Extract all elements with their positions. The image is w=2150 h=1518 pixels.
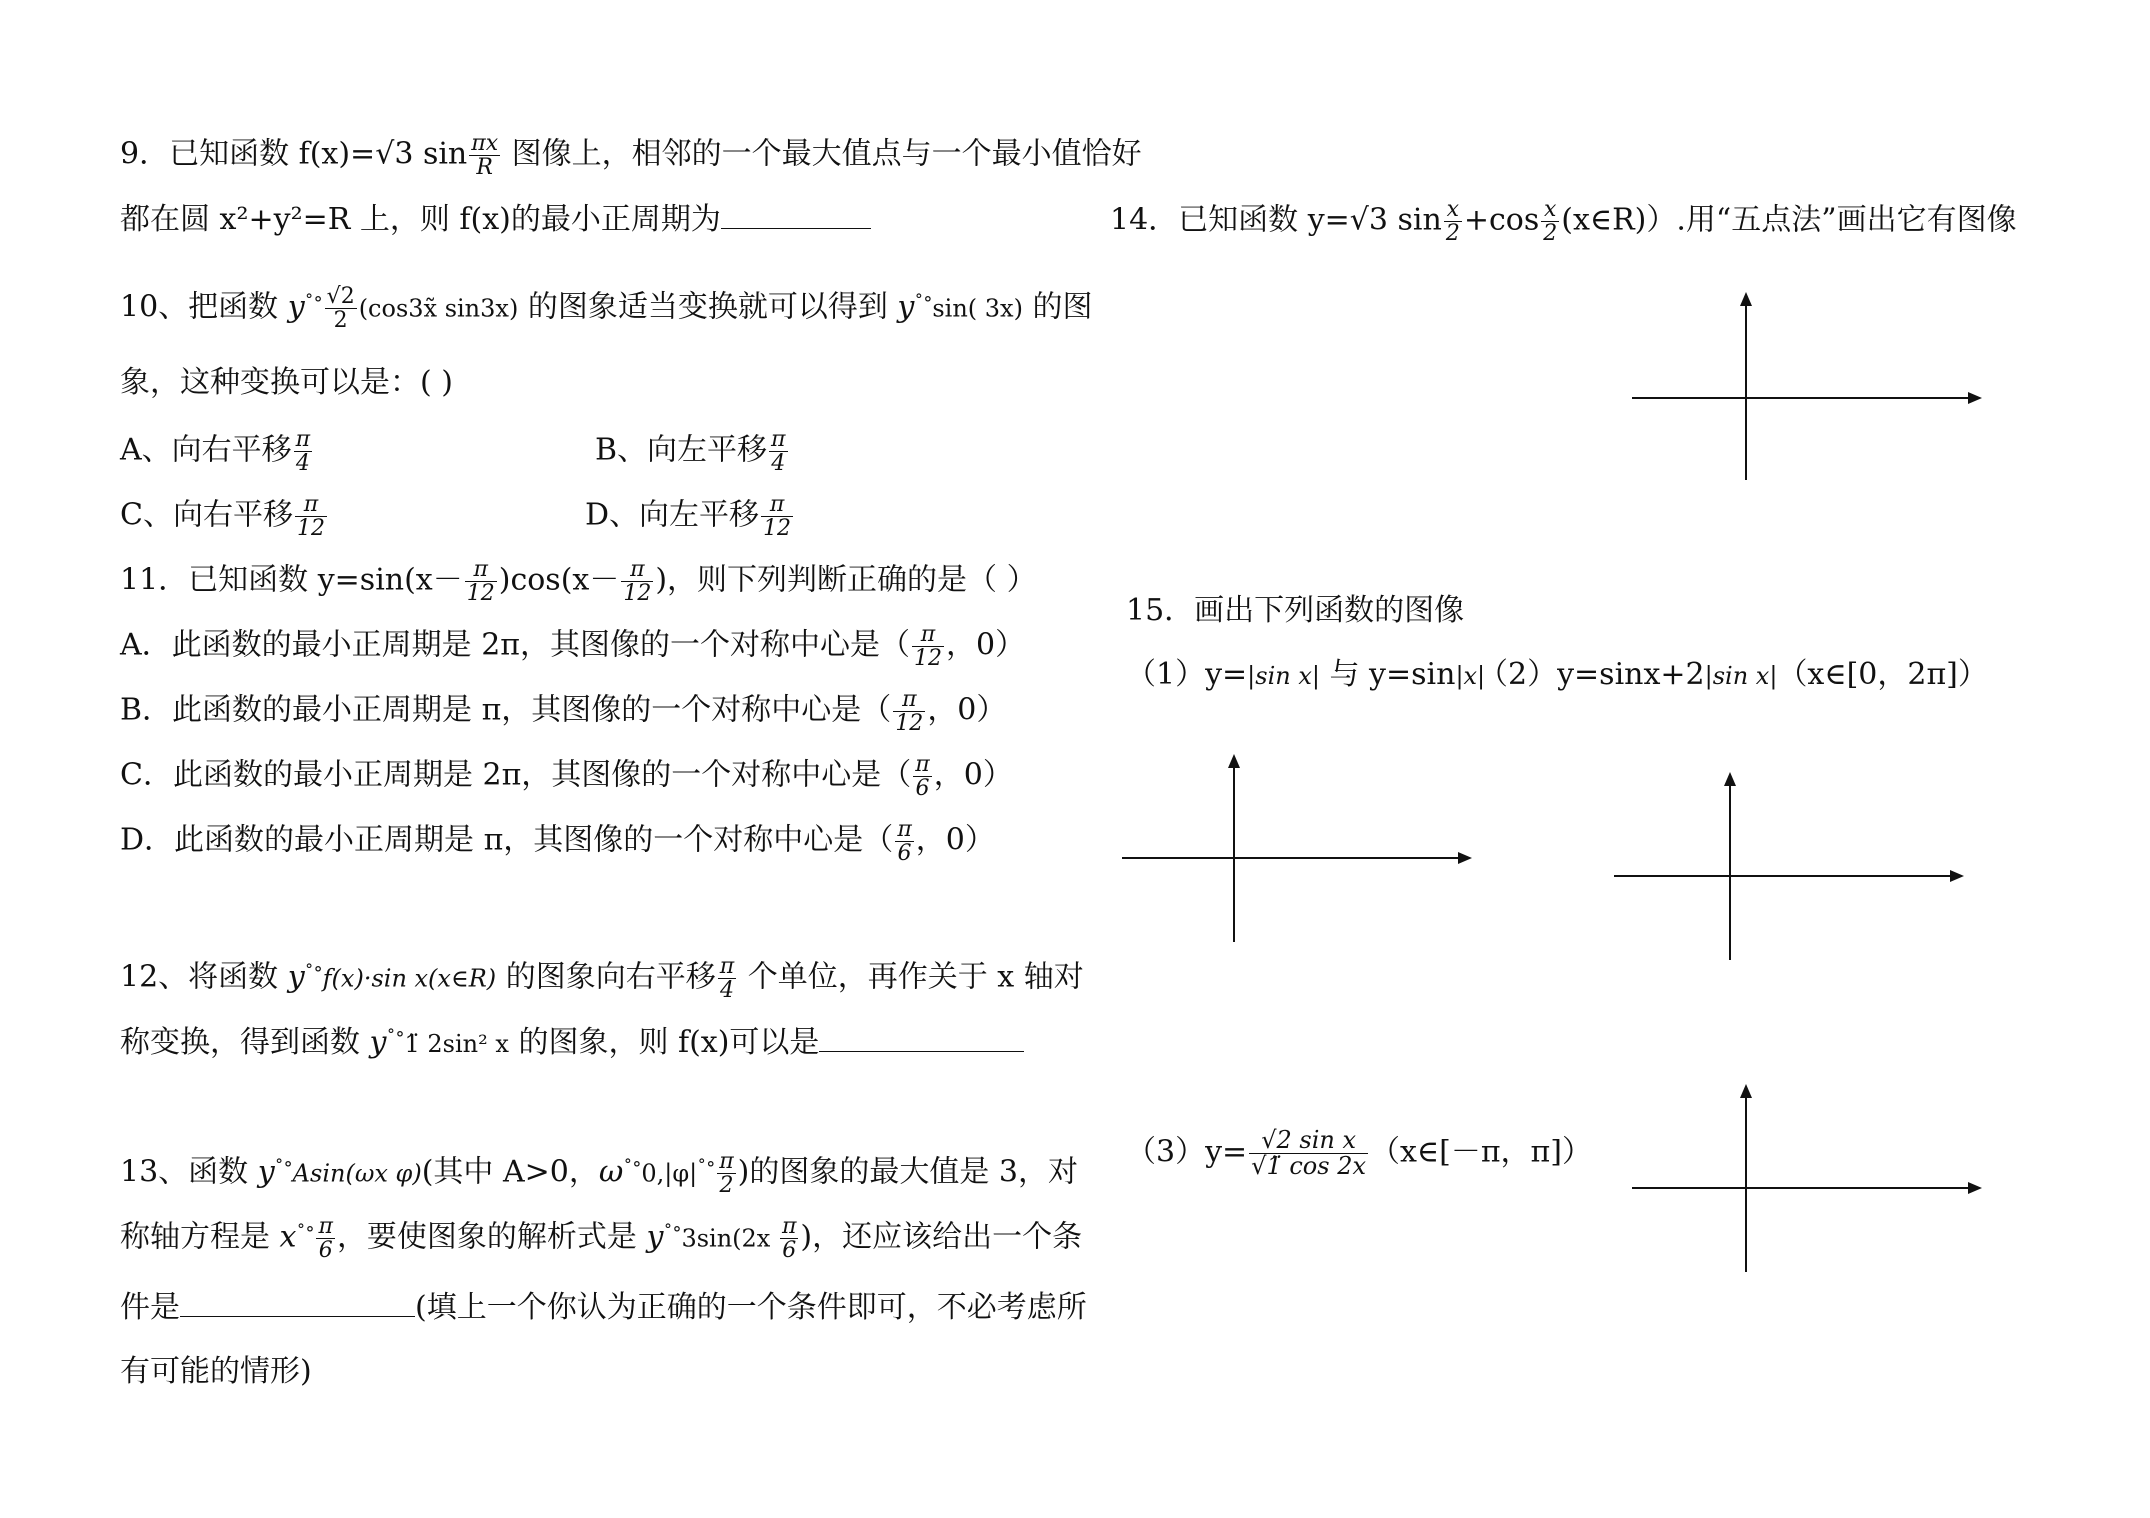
question-10-line-2: 象，这种变换可以是：( )	[120, 365, 453, 400]
question-10-option-c: C、向右平移 $\frac{\pi}{12}$	[120, 492, 325, 542]
answer-blank-q13[interactable]	[180, 1315, 415, 1317]
x-axis-arrow-icon	[1950, 870, 1964, 882]
x-axis-arrow-icon	[1968, 1182, 1982, 1194]
question-12-line-2: 称变换，得到函数 y˚°1̈ 2sin² x 的图象，则 f(x)可以是	[120, 1028, 1024, 1058]
x-axis-arrow-icon	[1458, 852, 1472, 864]
question-14-line-1: 14．已知函数 y=√3 sin $\frac{x}{2}$ +cos $\frac{x}{2}$ (x∈R)）.用“五点法”画出它有图像	[1110, 197, 2017, 247]
fraction-sqrt2-over-2: $\frac{√2}{2}$	[326, 284, 355, 334]
question-13-line-1: 13、函数 y˚°Asin(ωx φ)(其中 A>0，ω˚°0,|φ|˚° $\frac{\pi}{2}$ )的图象的最大值是 3，对	[120, 1149, 1078, 1199]
question-15-title: 15．画出下列函数的图像	[1126, 593, 1465, 628]
question-11-option-a: A．此函数的最小正周期是 2π，其图像的一个对称中心是（ $\frac{\pi}{12}$ ，0）	[120, 622, 1026, 672]
question-12-line-1: 12、将函数 y˚°f(x)·sin x(x∈R) 的图象向右平移 $\frac{\pi}{4}$ 个单位，再作关于 x 轴对	[120, 954, 1084, 1004]
question-11-option-c: C．此函数的最小正周期是 2π，其图像的一个对称中心是（ $\frac{\pi}{6}$ ，0）	[120, 752, 1013, 802]
question-11-stem: 11．已知函数 y=sin(x－ $\frac{\pi}{12}$ )cos(x－ $\frac{\pi}{12}$ )，则下列判断正确的是（ ）	[120, 557, 1037, 607]
question-10-line-1: 10、把函数 y˚° $\frac{√2}{2}$ (cos3x̃ sin3x) 的图象适当变换就可以得到 y˚°sin( 3x) 的图	[120, 284, 1093, 334]
question-10-option-a: A、向右平移 $\frac{\pi}{4}$	[120, 427, 311, 477]
question-9-line-1: 9．已知函数 f(x)=√3 sin $\frac{\pi x}{R}$ 图像上，相邻的一个最大值点与一个最小值恰好	[120, 131, 1142, 181]
x-axis-arrow-icon	[1968, 392, 1982, 404]
question-10-option-b: B、向左平移 $\frac{\pi}{4}$	[595, 427, 786, 477]
axes-q15-1	[1120, 752, 1480, 952]
fraction-pi-x-over-r: $\frac{\pi x}{R}$	[471, 131, 499, 181]
question-9-line-2: 都在圆 x²+y²=R 上，则 f(x)的最小正周期为	[120, 205, 871, 235]
y-axis-arrow-icon	[1740, 292, 1752, 306]
question-13-line-3: 件是 (填上一个你认为正确的一个条件即可，不必考虑所	[120, 1290, 1087, 1325]
fraction-sqrt2sinx-over-sqrt-cos2x: $\frac{\text{√2 sin x}}{√1̈ \cos 2x}$	[1251, 1126, 1367, 1181]
question-11-option-d: D．此函数的最小正周期是 π，其图像的一个对称中心是（ $\frac{\pi}{6}$ ，0）	[120, 817, 995, 867]
question-11-option-b: B．此函数的最小正周期是 π，其图像的一个对称中心是（ $\frac{\pi}{12}$ ，0）	[120, 687, 1007, 737]
question-15-item-3: （3）y= $\frac{\text{√2 sin x}}{√1̈ \cos 2x}$ （x∈[－π，π]）	[1126, 1126, 1592, 1181]
y-axis-arrow-icon	[1740, 1084, 1752, 1098]
axes-q15-3	[1630, 1082, 1990, 1282]
question-15-item-2: （2）y=sinx+2|sin x|（x∈[0，2π]）	[1478, 657, 1988, 692]
question-13-line-4: 有可能的情形)	[120, 1354, 312, 1389]
axes-q14	[1630, 290, 1990, 490]
question-10-option-d: D、向左平移 $\frac{\pi}{12}$	[585, 492, 792, 542]
y-axis-arrow-icon	[1228, 754, 1240, 768]
answer-blank-q12[interactable]	[819, 1050, 1024, 1052]
answer-blank-q9[interactable]	[721, 227, 871, 229]
question-13-line-2: 称轴方程是 x˚° $\frac{\pi}{6}$ ，要使图象的解析式是 y˚°3sin(2x $\frac{\pi}{6}$ )，还应该给出一个条	[120, 1214, 1083, 1264]
axes-q15-2	[1612, 770, 1972, 970]
question-15-item-1: （1）y=|sin x| 与 y=sin|x|	[1126, 657, 1486, 692]
y-axis-arrow-icon	[1724, 772, 1736, 786]
